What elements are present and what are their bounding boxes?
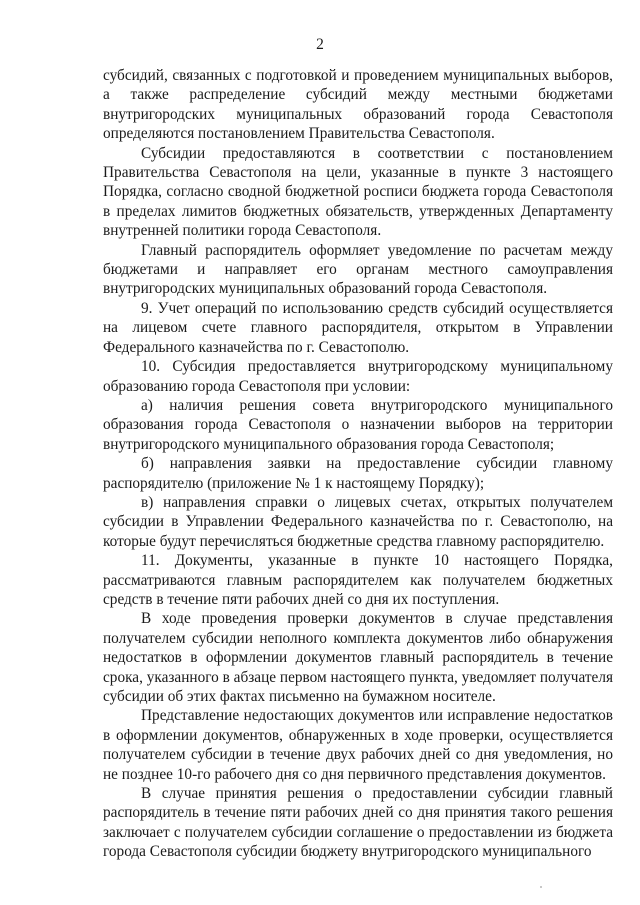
paragraph: 9. Учет операций по использованию средств субсидий осуществляется на лицевом счете главного распорядителя, открытом в Управлении Федерального казначейства по г. Севастополю. <box>103 299 613 356</box>
page-number: 2 <box>316 36 324 53</box>
paragraph: в) направления справки о лицевых счетах, открытых получателем субсидии в Управлении Федерального казначейства по г. Севастополю, на которые будут перечисляться бюджетные средства главному распорядителю. <box>103 493 613 550</box>
paragraph: В случае принятия решения о предоставлении субсидии главный распорядитель в течение пяти рабочих дней со дня принятия такого решения заключает с получателем субсидии соглашение о предоставлении из бюджета города Севастополя субсидии бюджету внутригородского муниципального <box>103 785 613 861</box>
paragraph: Представление недостающих документов или исправление недостатков в оформлении документов, обнаруженных в ходе проверки, осуществляется получателем субсидии в течение двух рабочих дней со дня уведомления, но не позднее 10-го рабочего дня со дня первичного представления документов. <box>103 707 613 783</box>
scan-speck <box>540 886 542 888</box>
paragraph: 10. Субсидия предоставляется внутригородскому муниципальному образованию города Севастополя при условии: <box>103 358 613 395</box>
paragraph: В ходе проведения проверки документов в случае представления получателем субсидии неполного комплекта документов либо обнаружения недостатков в оформлении документов главный распорядитель в течение срока, указанного в абзаце первом настоящего пункта, уведомляет получателя субсидии об этих фактах письменно на бумажном носителе. <box>103 610 613 705</box>
paragraph: а) наличия решения совета внутригородского муниципального образования города Севастополя о назначении выборов на территории внутригородского муниципального образования города Севастополя; <box>103 396 613 453</box>
paragraph: б) направления заявки на предоставление субсидии главному распорядителю (приложение № 1 к настоящему Порядку); <box>103 455 613 492</box>
paragraph: Субсидии предоставляются в соответствии с постановлением Правительства Севастополя на цели, указанные в пункте 3 настоящего Порядка, согласно сводной бюджетной росписи бюджета города Севастополя в пределах лимитов бюджетных обязательств, утвержденных Департаменту внутренней политики города Севастополя. <box>103 144 613 240</box>
paragraph: 11. Документы, указанные в пункте 10 настоящего Порядка, рассматриваются главным распорядителем как получателем бюджетных средств в течение пяти рабочих дней со дня их поступления. <box>103 552 613 608</box>
paragraph: субсидий, связанных с подготовкой и проведением муниципальных выборов, а также распределение субсидий между местными бюджетами внутригородских муниципальных образований города Севастополя определяются постановлением Правительства Севастополя. <box>103 67 613 143</box>
document-body <box>103 66 613 862</box>
paragraph: Главный распорядитель оформляет уведомление по расчетам между бюджетами и направляет его органам местного самоуправления внутригородских муниципальных образований города Севастополя. <box>103 241 613 298</box>
